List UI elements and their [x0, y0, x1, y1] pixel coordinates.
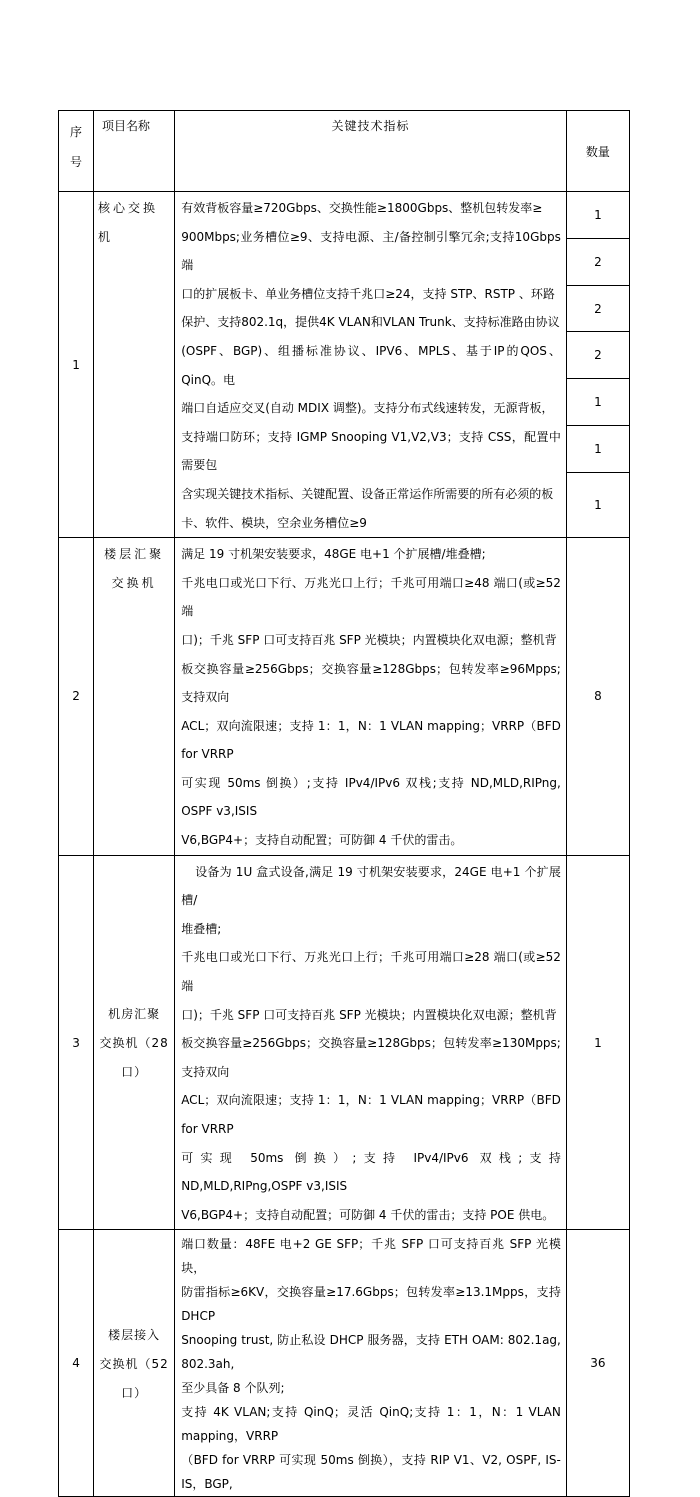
spec-line: 满足 19 寸机架安装要求，48GE 电+1 个扩展槽/堆叠槽;	[181, 547, 486, 562]
qty-stack	[567, 192, 629, 537]
spec-line: 支持端口防环；支持 IGMP Snooping V1,V2,V3；支持 CSS，配置中需要包	[181, 429, 561, 473]
header-spec: 关键技术指标	[175, 111, 567, 192]
table-row	[59, 538, 630, 856]
header-no-line2: 号	[70, 155, 83, 169]
spec-line: 口的扩展板卡、单业务槽位支持千兆口≥24，支持 STP、RSTP 、环路	[181, 286, 555, 301]
spec-line: 堆叠槽;	[181, 921, 222, 936]
spec-line: 千兆电口或光口下行、万兆光口上行；千兆可用端口≥48 端口(或≥52 端	[181, 575, 561, 619]
spec-line: V6,BGP4+；支持自动配置；可防御 4 千伏的雷击。	[181, 833, 463, 848]
table-row	[59, 192, 630, 538]
row-spec	[175, 1230, 567, 1497]
spec-line: V6,BGP4+；支持自动配置；可防御 4 千伏的雷击；支持 POE 供电。	[181, 1207, 555, 1222]
spec-line: （BFD for VRRP 可实现 50ms 倒换），支持 RIP V1、V2, OSPF, IS-IS，BGP,	[181, 1453, 561, 1492]
qty-value: 2	[567, 332, 629, 379]
header-qty: 数量	[566, 111, 629, 192]
row-spec	[175, 192, 567, 538]
spec-line: 板交换容量≥256Gbps；交换容量≥128Gbps；包转发率≥96Mpps;支持双向	[181, 661, 561, 705]
spec-line: 900Mbps;业务槽位≥9、支持电源、主/备控制引擎冗余;支持10Gbps端	[181, 229, 561, 273]
row-spec	[175, 538, 567, 856]
row-name	[94, 1230, 175, 1497]
row-name: 核心交换机	[94, 192, 175, 538]
spec-line: 设备为 1U 盒式设备,满足 19 寸机架安装要求，24GE 电+1 个扩展槽/	[181, 864, 561, 908]
row-name-line: 口）	[121, 1385, 148, 1400]
spec-line: 端口数量：48FE 电+2 GE SFP；千兆 SFP 口可支持百兆 SFP 光模块，	[181, 1237, 561, 1276]
row-no: 3	[59, 855, 94, 1230]
spec-line: 支持 4K VLAN;支持 QinQ；灵活 QinQ;支持 1：1，N：1 VLAN mapping，VRRP	[181, 1405, 561, 1444]
row-qty: 1	[566, 855, 629, 1230]
spec-line: 千兆电口或光口下行、万兆光口上行；千兆可用端口≥28 端口(或≥52 端	[181, 950, 561, 994]
row-qty: 36	[566, 1230, 629, 1497]
row-no: 1	[59, 192, 94, 538]
spec-line: 有效背板容量≥720Gbps、交换性能≥1800Gbps、整机包转发率≥	[181, 201, 543, 215]
header-name: 项目名称	[94, 111, 175, 192]
row-qty: 8	[566, 538, 629, 856]
row-name-line: 机房汇聚	[108, 1007, 161, 1022]
spec-table	[58, 110, 630, 1497]
spec-line: ACL；双向流限速；支持 1：1，N：1 VLAN mapping；VRRP（BFD for VRRP	[181, 1093, 561, 1136]
table-row	[59, 855, 630, 1230]
row-spec	[175, 855, 567, 1230]
qty-value: 1	[567, 426, 629, 473]
row-name-line: 交换机（52	[99, 1356, 169, 1371]
row-name: 楼层汇聚交换机	[94, 538, 175, 856]
spec-line: 含实现关键技术指标、关键配置、设备正常运作所需要的所有必须的板	[181, 486, 554, 501]
spec-line: 可实现 50ms 倒换）;支持 IPv4/IPv6 双栈;支持 ND,MLD,RIPng,OSPF v3,ISIS	[181, 1150, 561, 1194]
spec-line: 防雷指标≥6KV，交换容量≥17.6Gbps；包转发率≥13.1Mpps，支持 DHCP	[181, 1285, 561, 1324]
row-name-line: 交换机（28	[99, 1036, 169, 1051]
qty-value: 2	[567, 286, 629, 333]
row-no: 2	[59, 538, 94, 856]
spec-line: 板交换容量≥256Gbps；交换容量≥128Gbps；包转发率≥130Mpps;支持双向	[181, 1036, 561, 1079]
row-name-line: 楼层接入	[108, 1327, 161, 1342]
qty-value: 1	[567, 192, 629, 239]
spec-line: Snooping trust, 防止私设 DHCP 服务器，支持 ETH OAM: 802.1ag, 802.3ah,	[181, 1333, 561, 1372]
qty-value: 2	[567, 239, 629, 286]
row-no: 4	[59, 1230, 94, 1497]
spec-line: 至少具备 8 个队列;	[181, 1381, 285, 1396]
header-no-line1: 序	[70, 125, 83, 139]
table-row	[59, 1230, 630, 1497]
row-name-line: 口）	[121, 1065, 148, 1080]
spec-line: 保护、支持802.1q，提供4K VLAN和VLAN Trunk、支持标准路由协议	[181, 315, 560, 330]
spec-line: 口)；千兆 SFP 口可支持百兆 SFP 光模块；内置模块化双电源；整机背	[181, 1007, 557, 1022]
spec-line: 可实现 50ms 倒换）;支持 IPv4/IPv6 双栈;支持 ND,MLD,RIPng, OSPF v3,ISIS	[181, 775, 561, 819]
row-name	[94, 855, 175, 1230]
spec-line: 端口自适应交叉(自动 MDIX 调整)。支持分布式线速转发，无源背板，	[181, 401, 554, 416]
spec-line: 卡、软件、模块，空余业务槽位≥9	[181, 515, 367, 530]
spec-line: 口)；千兆 SFP 口可支持百兆 SFP 光模块；内置模块化双电源；整机背	[181, 632, 557, 647]
header-no	[59, 111, 94, 192]
spec-line: ACL；双向流限速；支持 1：1，N：1 VLAN mapping；VRRP（BFD for VRRP	[181, 718, 561, 762]
row-qty	[566, 192, 629, 538]
qty-value: 1	[594, 498, 602, 513]
qty-value: 1	[567, 379, 629, 426]
table-header-row	[59, 111, 630, 192]
spec-line: (OSPF、BGP)、组播标准协议、IPV6、MPLS、基于IP的QOS、QinQ。电	[181, 343, 561, 387]
